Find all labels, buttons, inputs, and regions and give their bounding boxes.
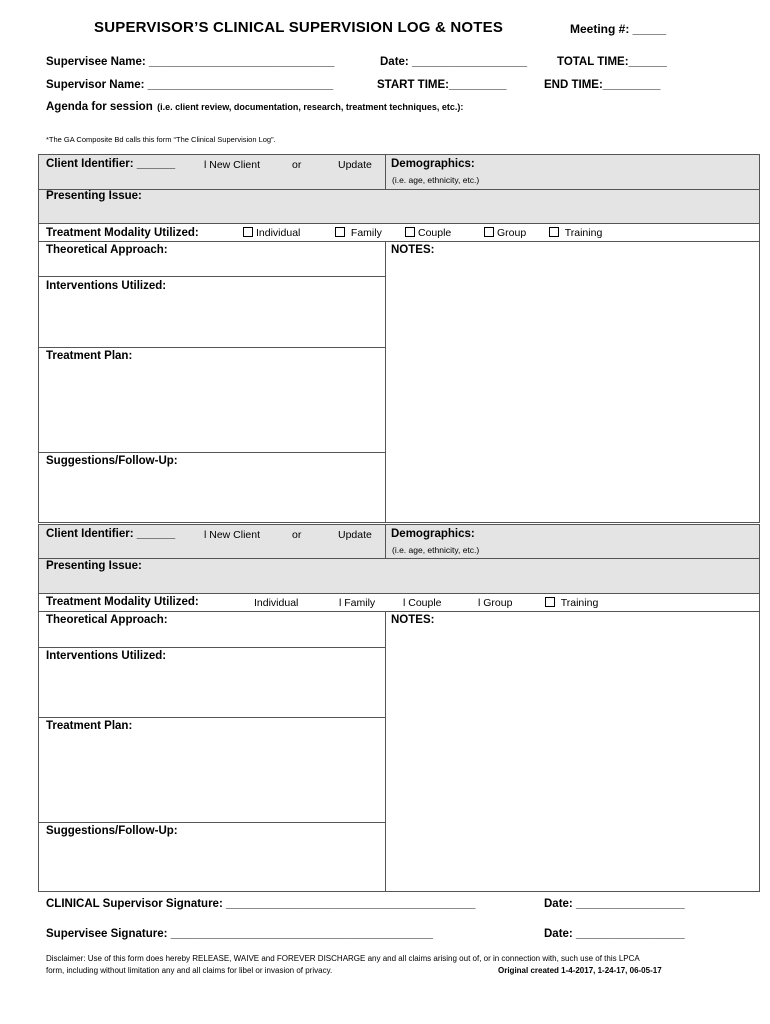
end-time-field[interactable]: END TIME:_________: [544, 79, 661, 91]
family-option[interactable]: l Family: [339, 597, 376, 609]
treatment-modality-label: Treatment Modality Utilized:: [46, 596, 199, 608]
family-checkbox[interactable]: Family: [335, 227, 382, 239]
update-option[interactable]: Update: [338, 529, 372, 541]
suggestions-label: Suggestions/Follow-Up:: [46, 455, 178, 467]
presenting-issue-label: Presenting Issue:: [46, 190, 142, 202]
training-checkbox[interactable]: Training: [549, 227, 602, 239]
date-field[interactable]: Date: __________________: [380, 56, 528, 68]
couple-checkbox[interactable]: Couple: [405, 227, 451, 239]
demographics-hint: (i.e. age, ethnicity, etc.): [392, 545, 480, 555]
new-client-option[interactable]: l New Client: [204, 529, 261, 541]
notes-label: NOTES:: [391, 614, 435, 626]
disclaimer-line-1: Disclaimer: Use of this form does hereby RELEASE, WAIVE and FOREVER DISCHARGE any and all claims arising out of, or in connection with, such use of this LPCA: [46, 954, 640, 963]
signature-date-field-1[interactable]: Date: _________________: [544, 898, 685, 910]
meeting-number-field[interactable]: Meeting #: _____: [570, 22, 667, 36]
new-client-option[interactable]: l New Client: [204, 159, 261, 171]
demographics-hint: (i.e. age, ethnicity, etc.): [392, 175, 480, 185]
demographics-label: Demographics:: [391, 158, 475, 170]
suggestions-label: Suggestions/Follow-Up:: [46, 825, 178, 837]
treatment-modality-label: Treatment Modality Utilized:: [46, 227, 199, 239]
individual-checkbox[interactable]: Individual: [243, 227, 300, 239]
original-created-note: Original created 1-4-2017, 1-24-17, 06-05-17: [498, 966, 662, 975]
supervisee-signature-field[interactable]: Supervisee Signature: _________________________________________: [46, 928, 433, 940]
interventions-label: Interventions Utilized:: [46, 280, 167, 292]
update-option[interactable]: Update: [338, 159, 372, 171]
agenda-hint: (i.e. client review, documentation, research, treatment techniques, etc.):: [157, 102, 464, 112]
agenda-label: Agenda for session: [46, 101, 153, 113]
presenting-issue-label: Presenting Issue:: [46, 560, 142, 572]
clinical-supervisor-signature-field[interactable]: CLINICAL Supervisor Signature: _______________________________________: [46, 898, 476, 910]
form-title: SUPERVISOR’S CLINICAL SUPERVISION LOG & NOTES: [94, 19, 504, 36]
training-checkbox[interactable]: Training: [545, 597, 598, 609]
group-checkbox[interactable]: Group: [484, 227, 526, 239]
or-label: or: [292, 529, 302, 541]
checkbox-icon: [484, 227, 494, 237]
treatment-plan-label: Treatment Plan:: [46, 350, 133, 362]
form-note: *The GA Composite Bd calls this form “The Clinical Supervision Log”.: [46, 135, 276, 144]
theoretical-approach-label: Theoretical Approach:: [46, 614, 168, 626]
interventions-label: Interventions Utilized:: [46, 650, 167, 662]
notes-label: NOTES:: [391, 244, 435, 256]
client-identifier-field[interactable]: Client Identifier: ______: [46, 158, 176, 170]
individual-option[interactable]: Individual: [254, 597, 299, 609]
or-label: or: [292, 159, 302, 171]
checkbox-icon: [545, 597, 555, 607]
checkbox-icon: [405, 227, 415, 237]
checkbox-icon: [335, 227, 345, 237]
disclaimer-line-2: form, including without limitation any and all claims for libel or invasion of privacy.: [46, 966, 333, 975]
demographics-label: Demographics:: [391, 528, 475, 540]
group-option[interactable]: l Group: [478, 597, 513, 609]
signature-date-field-2[interactable]: Date: _________________: [544, 928, 685, 940]
theoretical-approach-label: Theoretical Approach:: [46, 244, 168, 256]
supervisee-name-field[interactable]: Supervisee Name: _____________________________: [46, 56, 335, 68]
checkbox-icon: [243, 227, 253, 237]
checkbox-icon: [549, 227, 559, 237]
treatment-plan-label: Treatment Plan:: [46, 720, 133, 732]
client-identifier-field[interactable]: Client Identifier: ______: [46, 528, 176, 540]
start-time-field[interactable]: START TIME:_________: [377, 79, 507, 91]
couple-option[interactable]: l Couple: [403, 597, 442, 609]
agenda-line: [46, 97, 463, 115]
supervisor-name-field[interactable]: Supervisor Name: _____________________________: [46, 79, 334, 91]
total-time-field[interactable]: TOTAL TIME:______: [557, 56, 667, 68]
